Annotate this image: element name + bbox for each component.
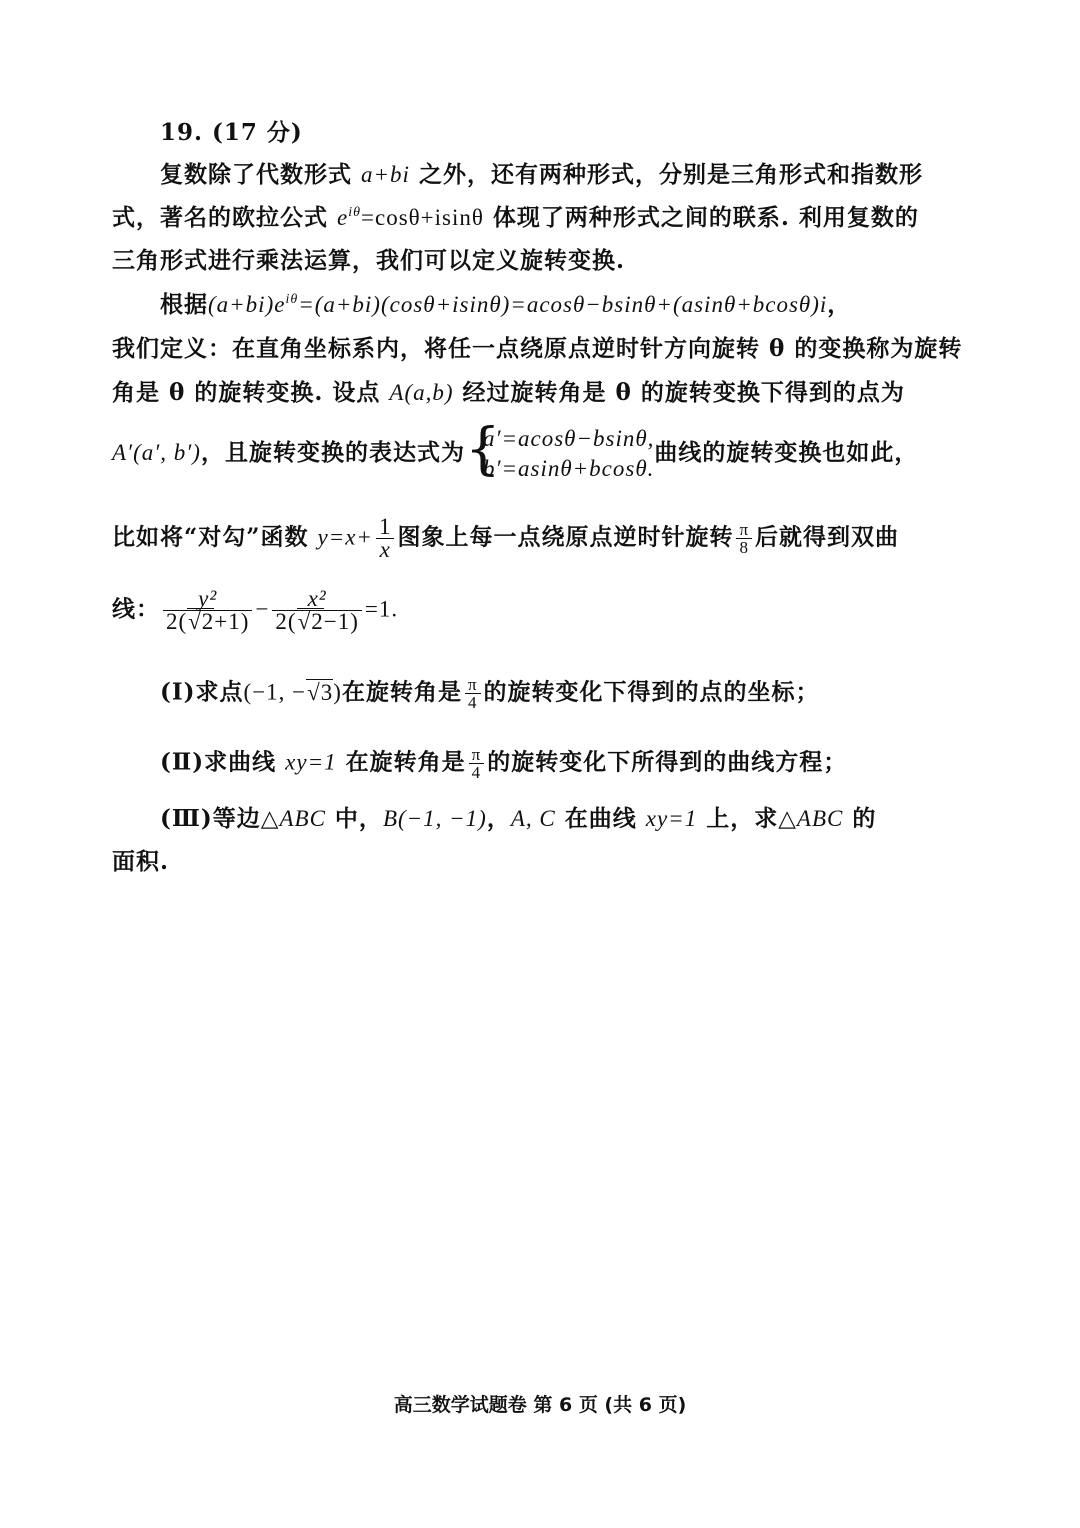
- intro-line-2: 式，著名的欧拉公式 $e^{i\theta}=\cos\theta+isin\theta$ 体现了两种形式之间的联系. 利用复数的: [112, 204, 919, 231]
- intro-line-3: 三角形式进行乘法运算，我们可以定义旋转变换.: [112, 247, 626, 274]
- part-1: (Ⅰ)求点(−1, −√3)在旋转角是 $\frac{\pi}{4}$ 的旋转变化下得到的点的坐标；: [160, 675, 820, 712]
- intro-line-1: 复数除了代数形式 a+bi 之外，还有两种形式，分别是三角形式和指数形: [160, 161, 923, 188]
- fraction-pi-over-4: $\frac{\pi}{4}$: [469, 746, 485, 781]
- hyperbola-equation: 线： $\frac{\text{y²}}{2(√2+1)}$ − $\frac{\text{x²}}{2(√2-1)}$ =1.: [112, 586, 399, 634]
- fraction-x2: $\frac{\text{x²}}{2(√2-1)}$: [272, 588, 361, 633]
- system-row-2: b′=asinθ+bcosθ.: [482, 456, 655, 481]
- fraction-pi-over-4: $\frac{\pi}{4}$: [465, 676, 481, 711]
- definition-line-4: A′(a′, b′)，且旋转变换的表达式为 { a′=acosθ−bsinθ, b′=asinθ+bcosθ. 曲线的旋转变换也如此，: [112, 417, 919, 482]
- definition-line-3: 角是 θ 的旋转变换. 设点 A(a,b) 经过旋转角是 θ 的旋转变换下得到的点为: [112, 379, 905, 406]
- example-line-1: 比如将“对勾”函数 y=x+ $\frac{1}{x}$ 图象上每一点绕原点逆时针旋转 $\frac{\pi}{8}$ 后就得到双曲: [112, 514, 900, 562]
- page-footer: 高三数学试题卷 第 6 页 (共 6 页): [393, 1394, 687, 1416]
- definition-line-1: 根据$(a+bi)e^{i\theta}=(a+bi)(\cos\theta+isin\theta)=acos\theta-bsin\theta+(asin\theta+bcos\theta)i$，: [160, 291, 852, 318]
- fraction-one-over-x: $\frac{1}{x}$: [376, 516, 395, 561]
- problem-header: 19. (17 分): [160, 119, 303, 146]
- rotation-system: { a′=acosθ−bsinθ, b′=asinθ+bcosθ.: [464, 417, 655, 482]
- definition-line-2: 我们定义：在直角坐标系内，将任一点绕原点逆时针方向旋转 θ 的变换称为旋转: [112, 335, 963, 362]
- fraction-y2: $\frac{\text{y²}}{2(√2+1)}$: [163, 588, 252, 633]
- part-3: (Ⅲ)等边△ABC 中，B(−1, −1)，A, C 在曲线 xy=1 上，求△ABC 的: [160, 805, 877, 832]
- fraction-pi-over-8: $\frac{\pi}{8}$: [736, 521, 752, 556]
- part-3-continued: 面积.: [112, 848, 170, 875]
- part-2: (Ⅱ)求曲线 xy=1 在旋转角是 $\frac{\pi}{4}$ 的旋转变化下所得到的曲线方程；: [160, 745, 848, 782]
- system-row-1: a′=acosθ−bsinθ,: [482, 426, 655, 451]
